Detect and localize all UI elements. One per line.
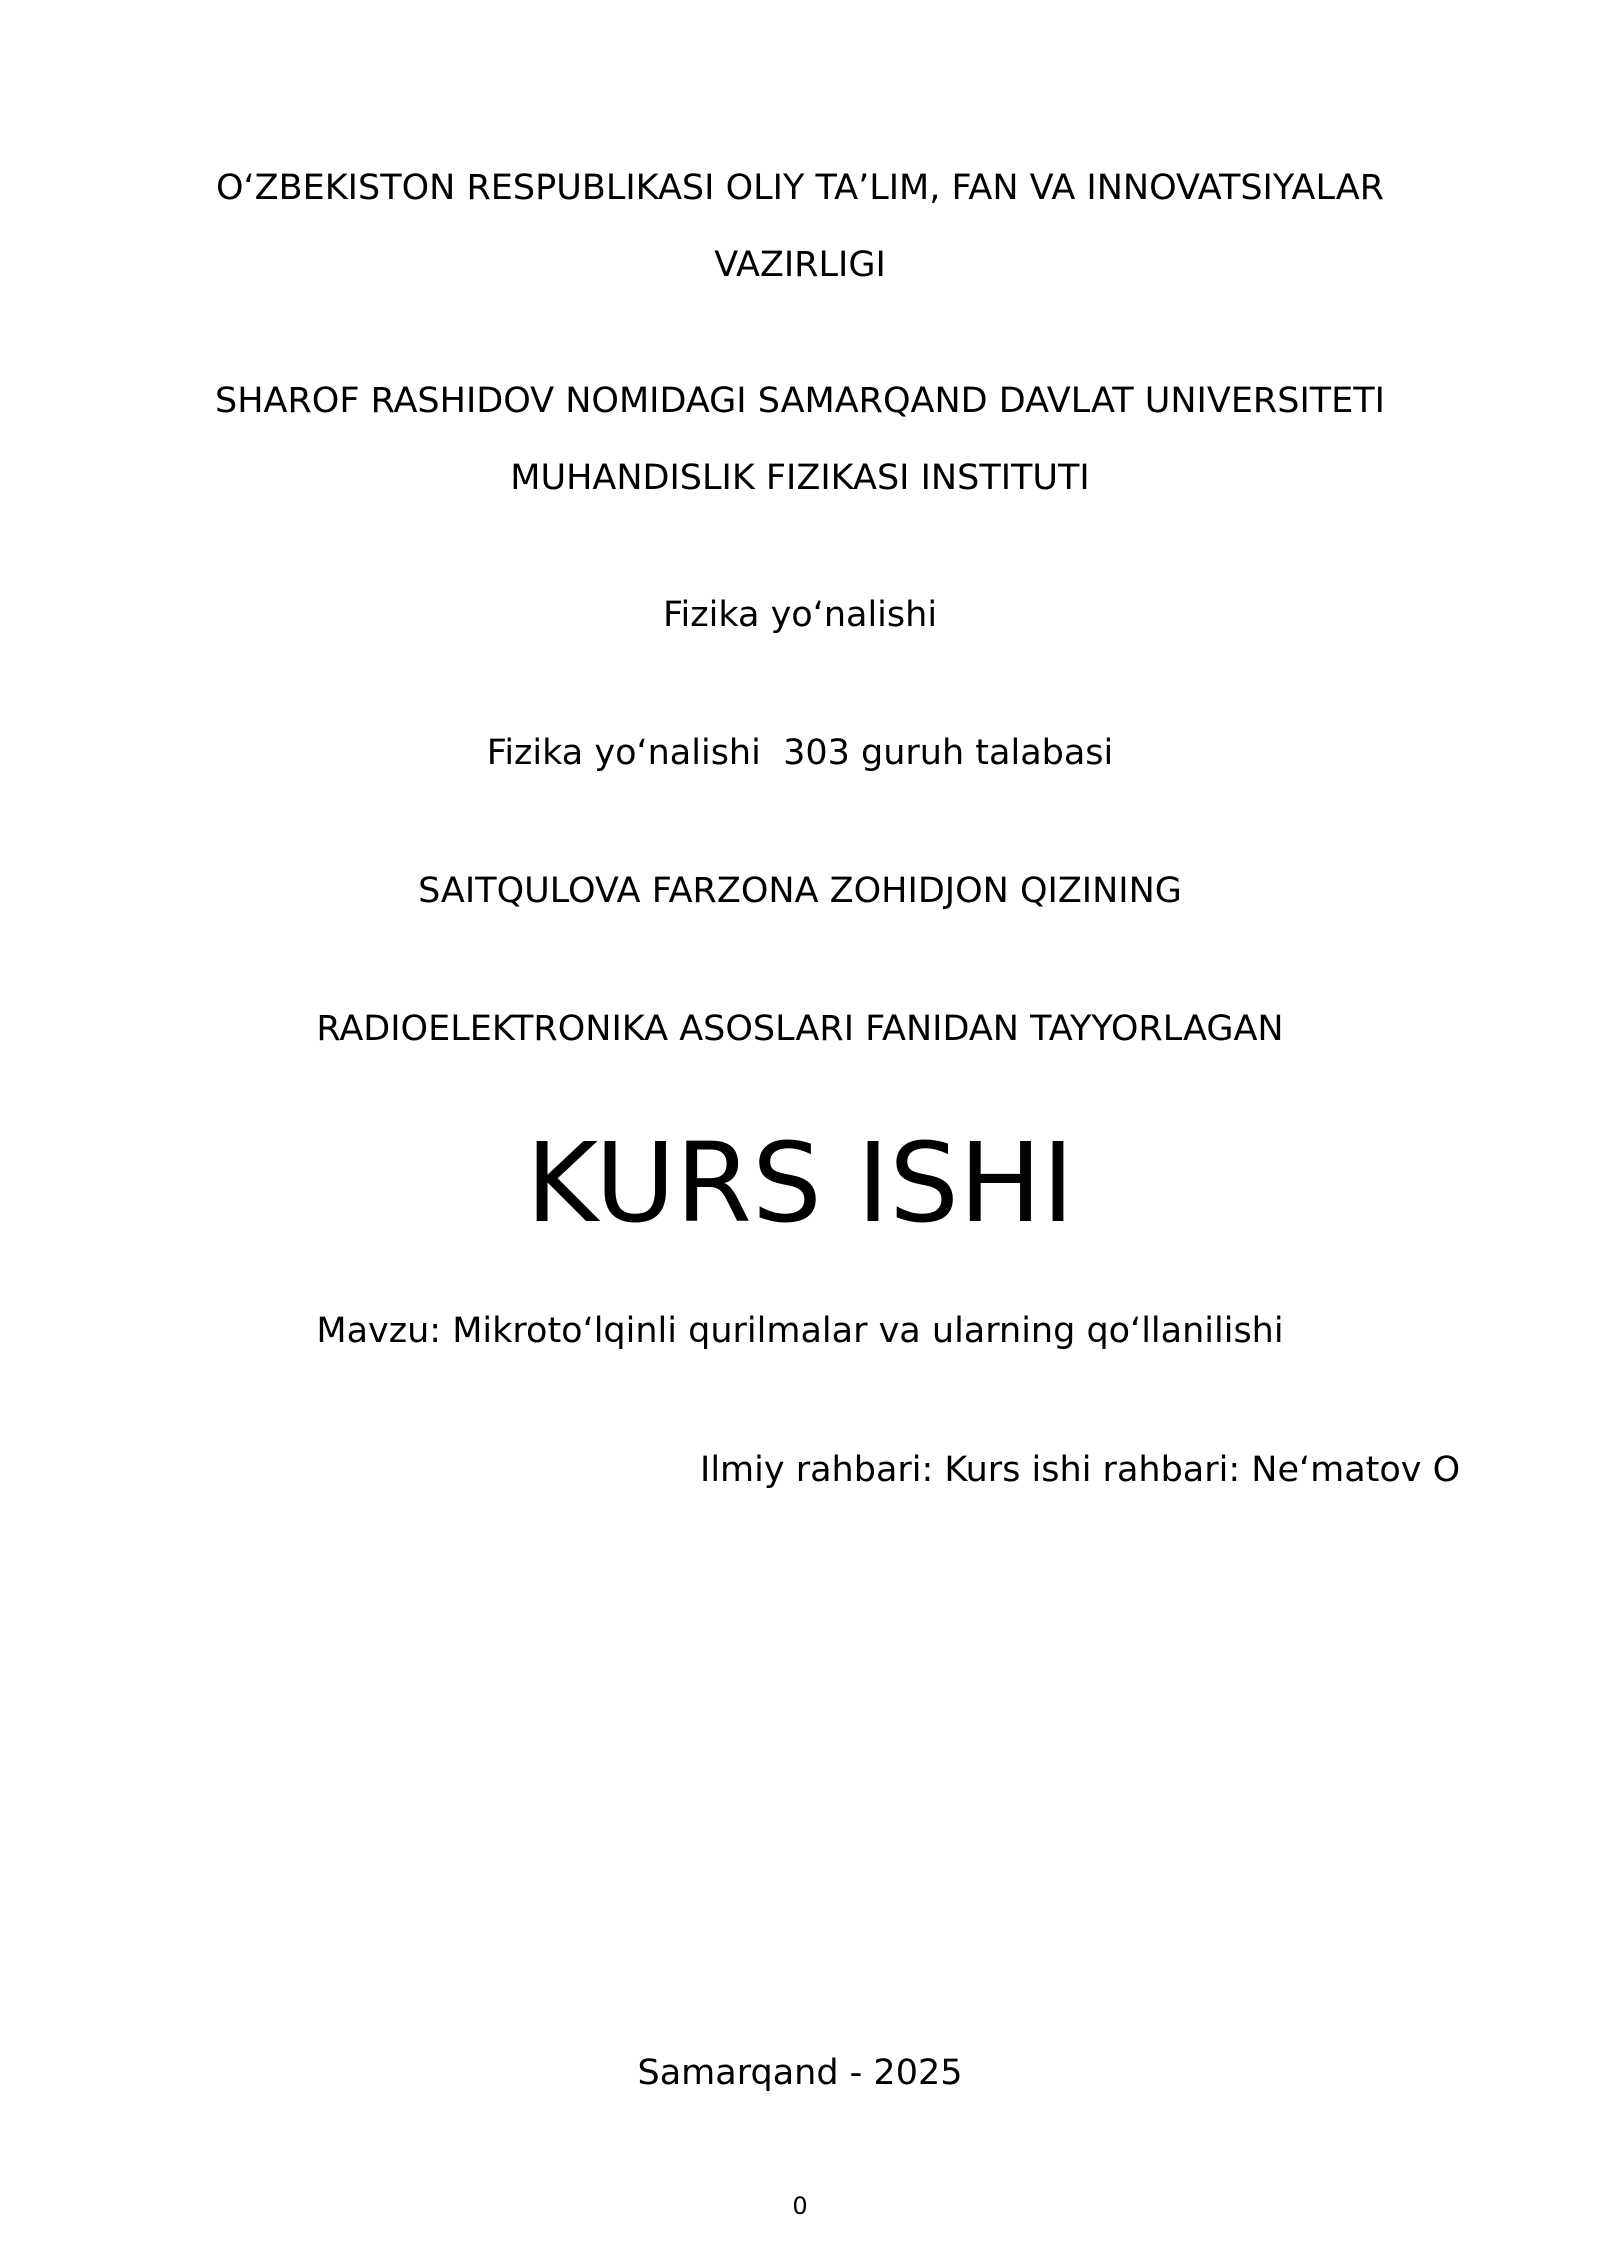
topic-line: Mavzu: Mikroto‘lqinli qurilmalar va ularning qo‘llanilishi	[316, 1311, 1284, 1351]
institute-name-line: MUHANDISLIK FIZIKASI INSTITUTI	[510, 458, 1090, 498]
page-number: 0	[792, 2192, 808, 2220]
student-group-line: Fizika yo‘nalishi 303 guruh talabasi	[486, 733, 1114, 773]
student-name: SAITQULOVA FARZONA ZOHIDJON QIZINING	[418, 871, 1182, 911]
ministry-heading-line-1: O‘ZBEKISTON RESPUBLIKASI OLIY TA’LIM, FAN VA INNOVATSIYALAR	[215, 168, 1385, 208]
ministry-heading-line-2: VAZIRLIGI	[714, 245, 886, 285]
document-title: KURS ISHI	[525, 1119, 1075, 1247]
subject-line: RADIOELEKTRONIKA ASOSLARI FANIDAN TAYYORLAGAN	[316, 1009, 1284, 1049]
supervisor-line: Ilmiy rahbari: Kurs ishi rahbari: Ne‘matov O	[700, 1450, 1461, 1490]
study-direction: Fizika yo‘nalishi	[662, 595, 938, 635]
university-name-line: SHAROF RASHIDOV NOMIDAGI SAMARQAND DAVLAT UNIVERSITETI	[214, 381, 1385, 421]
city-year: Samarqand - 2025	[637, 2053, 963, 2093]
